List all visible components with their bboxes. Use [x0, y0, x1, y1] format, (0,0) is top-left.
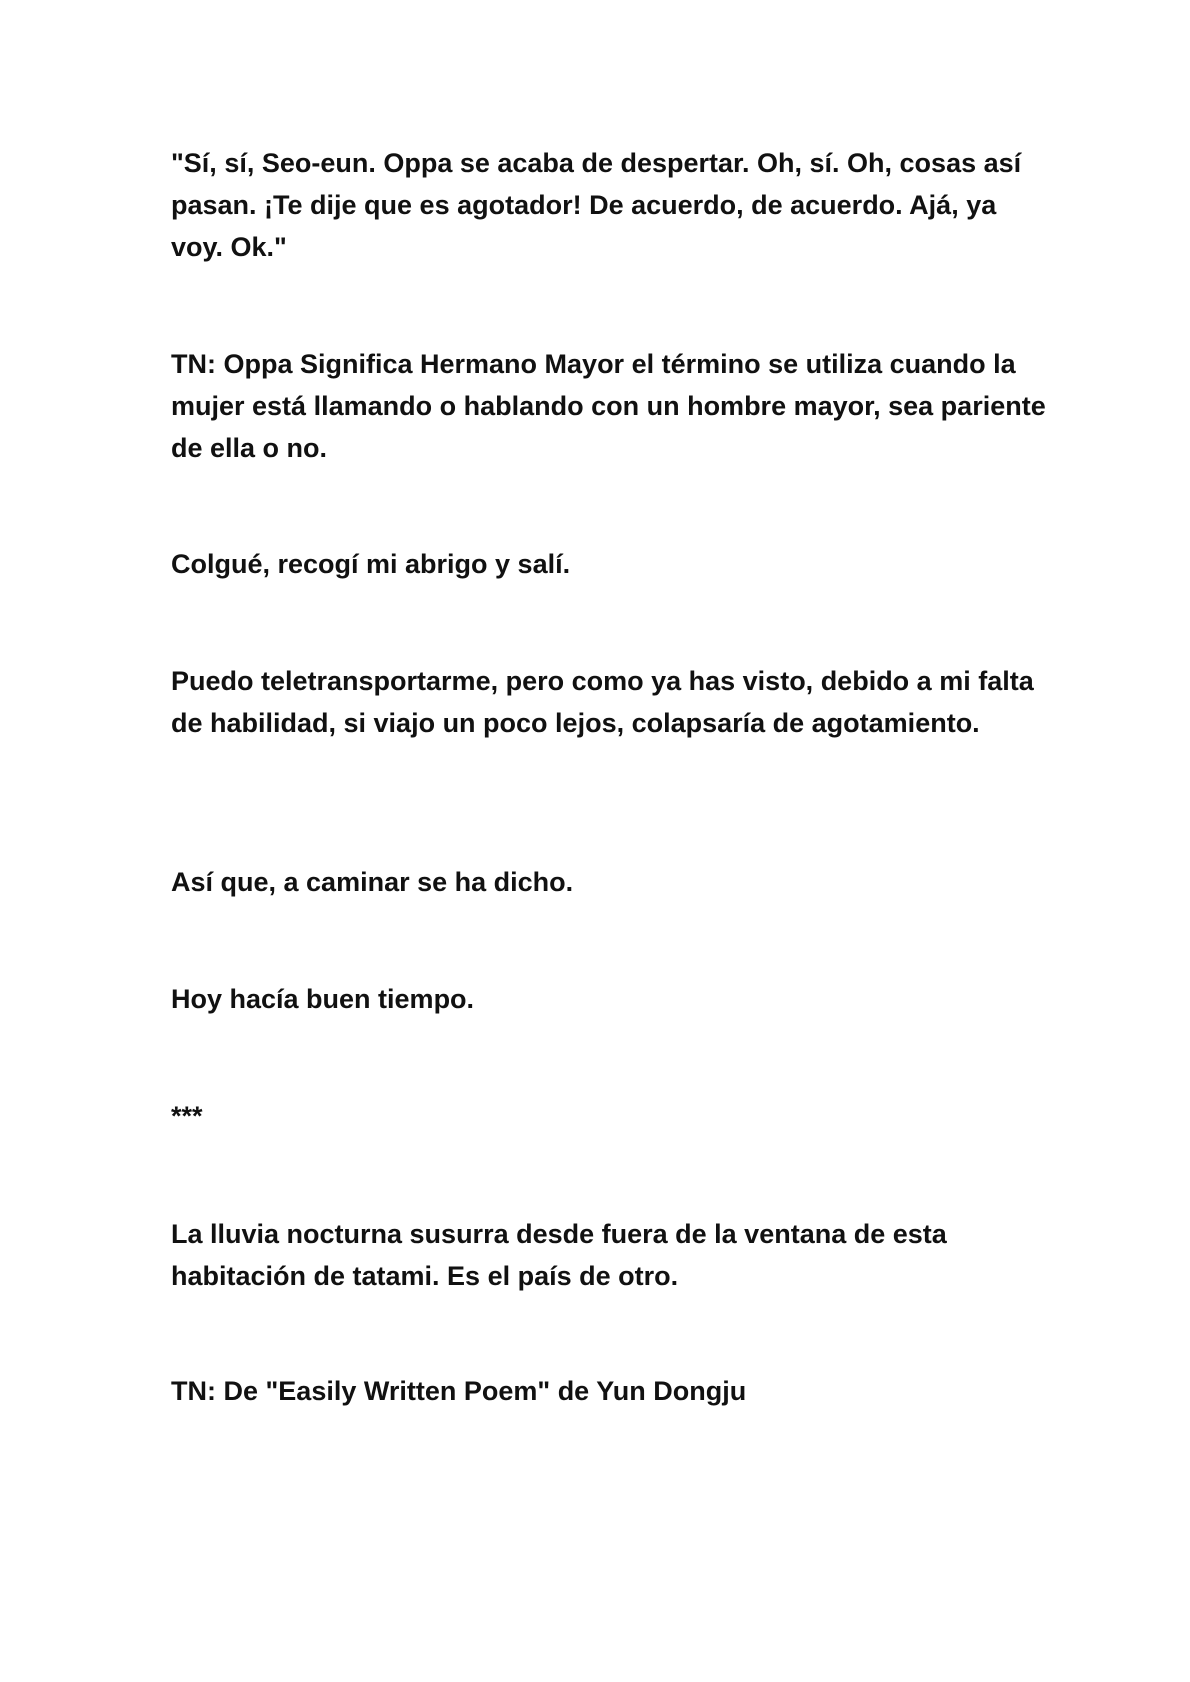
paragraph-poem-quote: La lluvia nocturna susurra desde fuera de la ventana de esta habitación de tatami. Es el país de otro.	[171, 1219, 947, 1291]
paragraph-translator-note-oppa: TN: Oppa Significa Hermano Mayor el término se utiliza cuando la mujer está llamando o hablando con un hombre mayor, sea pariente de ella o no.	[171, 349, 1046, 463]
paragraph-dialogue: "Sí, sí, Seo-eun. Oppa se acaba de despertar. Oh, sí. Oh, cosas así pasan. ¡Te dije que es agotador! De acuerdo, de acuerdo. Ajá, ya voy. Ok."	[171, 148, 1022, 262]
paragraph-teleport: Puedo teletransportarme, pero como ya has visto, debido a mi falta de habilidad, si viajo un poco lejos, colapsaría de agotamiento.	[171, 666, 1034, 738]
paragraph-hung-up: Colgué, recogí mi abrigo y salí.	[171, 549, 571, 579]
paragraph-weather: Hoy hacía buen tiempo.	[171, 984, 475, 1014]
paragraph-walk: Así que, a caminar se ha dicho.	[171, 867, 574, 897]
paragraph-translator-note-poem: TN: De "Easily Written Poem" de Yun Dongju	[171, 1376, 747, 1406]
scene-break: ***	[171, 1101, 203, 1131]
